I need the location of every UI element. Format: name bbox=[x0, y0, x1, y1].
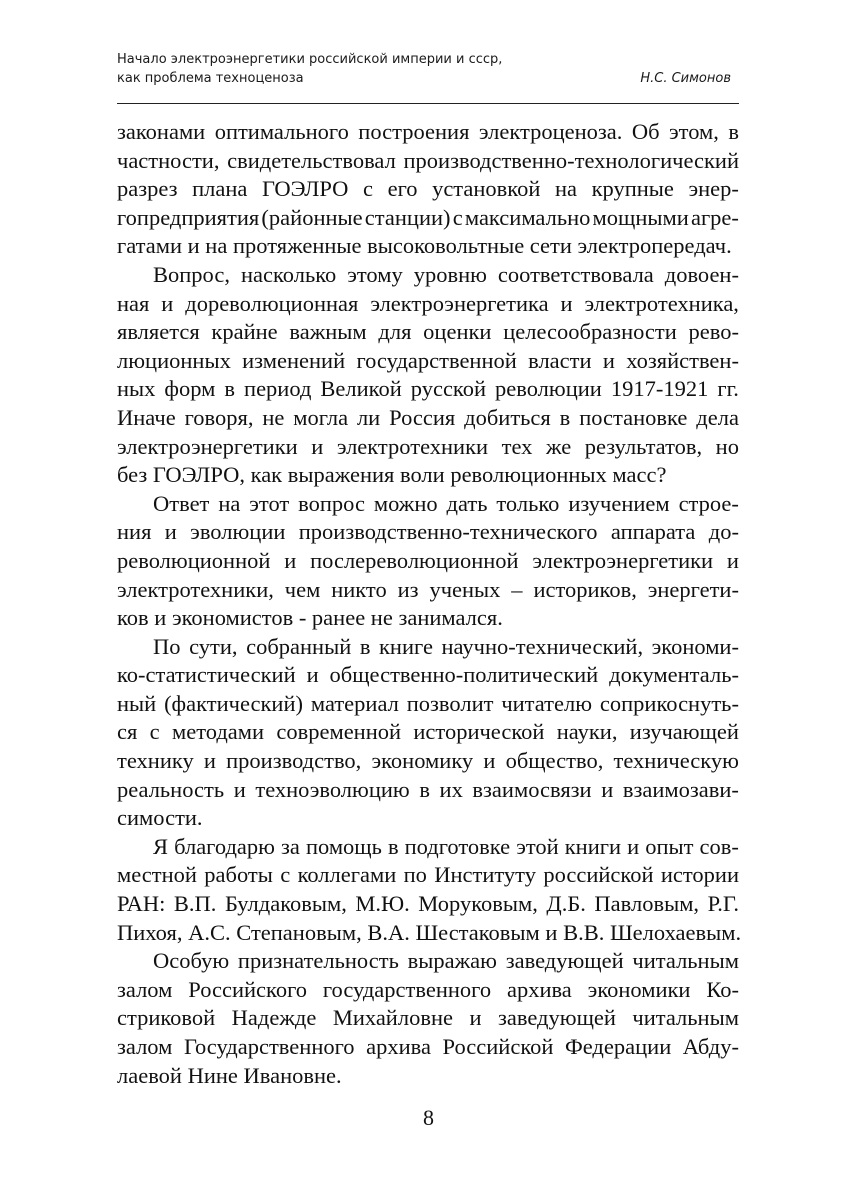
body-text bbox=[117, 118, 742, 1090]
text-line: ся с методами современной исторической науки, изучающей bbox=[117, 719, 739, 745]
paragraph bbox=[117, 633, 739, 833]
header-author: Н.С. Симонов bbox=[640, 71, 731, 86]
text-line: разрез плана ГОЭЛРО с его установкой на крупные энер- bbox=[117, 176, 739, 202]
text-line: Вопрос, насколько этому уровню соответствовала довоен- bbox=[153, 261, 739, 287]
paragraph bbox=[117, 261, 739, 490]
text-line: частности, свидетельствовал производственно-технологический bbox=[117, 147, 739, 173]
text-line: местной работы с коллегами по Институту российской истории bbox=[117, 862, 739, 888]
text-line: По сути, собранный в книге научно-технический, экономи- bbox=[153, 633, 739, 659]
text-line: законами оптимального построения электроценоза. Об этом, в bbox=[117, 119, 739, 144]
page-number: 8 bbox=[423, 1105, 434, 1130]
text-line: ния и эволюции производственно-технического аппарата до- bbox=[117, 519, 739, 545]
text-line: ная и дореволюционная электроэнергетика и электротехника, bbox=[117, 290, 739, 316]
text-line: лаевой Нине Ивановне. bbox=[117, 1062, 342, 1088]
header-divider bbox=[117, 103, 739, 104]
paragraph bbox=[117, 947, 739, 1090]
text-line: РАН: В.П. Булдаковым, М.Ю. Моруковым, Д.Б. Павловым, Р.Г. bbox=[117, 891, 739, 917]
paragraph bbox=[117, 490, 739, 633]
text-line: ных форм в период Великой русской революции 1917-1921 гг. bbox=[117, 376, 739, 402]
paragraph bbox=[117, 118, 739, 261]
text-line: гопредприятия (районные станции) с максимально мощными агре- bbox=[117, 204, 739, 230]
text-line: революционной и послереволюционной электроэнергетики и bbox=[117, 547, 739, 573]
text-line: без ГОЭЛРО, как выражения воли революционных масс? bbox=[117, 462, 667, 488]
text-line: залом Государственного архива Российской Федерации Абду- bbox=[117, 1034, 739, 1059]
running-header bbox=[117, 50, 739, 88]
paragraph bbox=[117, 833, 742, 947]
text-line: технику и производство, экономику и общество, техническую bbox=[117, 748, 739, 774]
text-line: Пихоя, А.С. Степановым, В.А. Шестаковым и В.В. Шелохаевым. bbox=[117, 919, 742, 945]
text-line: Ответ на этот вопрос можно дать только изучением строе- bbox=[153, 490, 739, 516]
text-line: люционных изменений государственной власти и хозяйствен- bbox=[117, 347, 739, 373]
text-line: Иначе говоря, не могла ли Россия добиться в постановке дела bbox=[117, 404, 739, 430]
text-line: ков и экономистов - ранее не занимался. bbox=[117, 605, 503, 631]
text-line: залом Российского государственного архива экономики Ко- bbox=[117, 976, 739, 1002]
header-title-line-1: Начало электроэнергетики российской империи и ссср, bbox=[117, 52, 503, 67]
text-line: электроэнергетики и электротехники тех же результатов, но bbox=[117, 433, 739, 459]
text-line: ный (фактический) материал позволит читателю соприкоснуть- bbox=[117, 690, 739, 716]
text-line: реальность и техноэволюцию в их взаимосвязи и взаимозави- bbox=[117, 776, 739, 802]
text-line: симости. bbox=[117, 805, 203, 831]
text-line: Особую признательность выражаю заведующей читальным bbox=[153, 948, 739, 974]
text-line: стриковой Надежде Михайловне и заведующей читальным bbox=[117, 1005, 739, 1031]
text-line: Я благодарю за помощь в подготовке этой книги и опыт сов- bbox=[153, 833, 739, 859]
text-line: является крайне важным для оценки целесообразности рево- bbox=[117, 319, 739, 345]
text-line: ко-статистический и общественно-политический документаль- bbox=[117, 662, 739, 688]
header-title-line-2: как проблема техноценоза bbox=[117, 71, 304, 86]
text-line: гатами и на протяженные высоковольтные сети электропередач. bbox=[117, 233, 732, 259]
text-line: электротехники, чем никто из ученых – историков, энергети- bbox=[117, 576, 739, 602]
